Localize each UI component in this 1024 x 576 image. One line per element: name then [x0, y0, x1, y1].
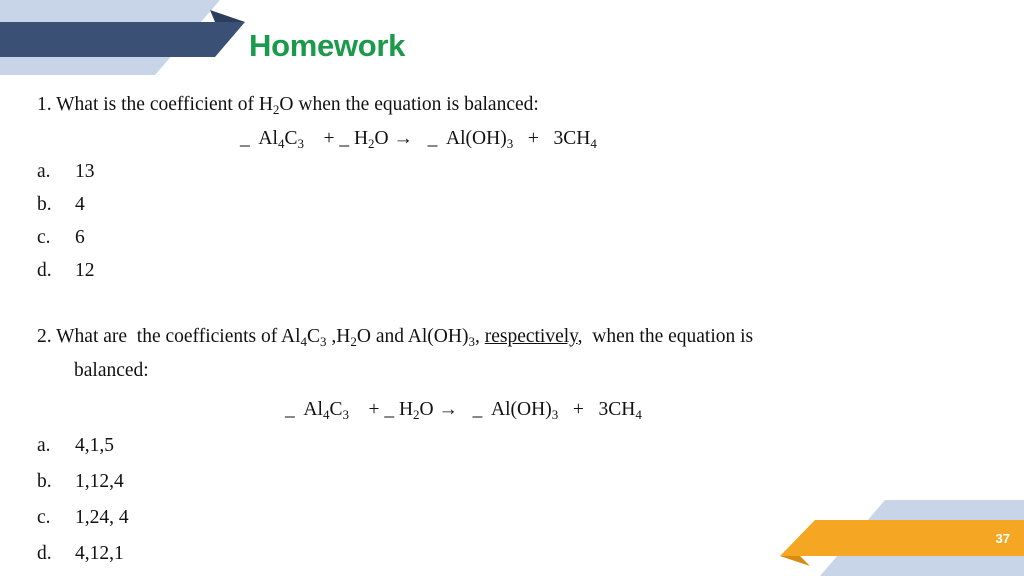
header-navy-band [0, 22, 245, 57]
slide-number: 37 [995, 531, 1010, 546]
q2-stem: 2. What are the coefficients of $Al_4C_3$ $,H_2O$ and $Al(OH)_3$, respectively, when the equation is [37, 326, 754, 349]
q2-equation: _ $Al_4C_3$ + _ $H_2O$ → _ $Al(OH)_3 + 3CH_4$ [285, 399, 642, 422]
q2-underlined-word: respectively [484, 326, 578, 347]
q2-stem-line2: balanced: [74, 360, 149, 381]
q1-equation: _ $Al_4C_3$ + _ $H_2O$ → _ $Al(OH)_3 + 3CH_4$ [240, 128, 597, 151]
footer-orange-shadow [780, 556, 810, 566]
footer-orange-band [780, 520, 1024, 556]
header-navy-tip [210, 10, 245, 22]
q1-stem: 1. What is the coefficient of $H_2O$ when the equation is balanced: [37, 94, 539, 117]
page-title: Homework [249, 28, 406, 63]
